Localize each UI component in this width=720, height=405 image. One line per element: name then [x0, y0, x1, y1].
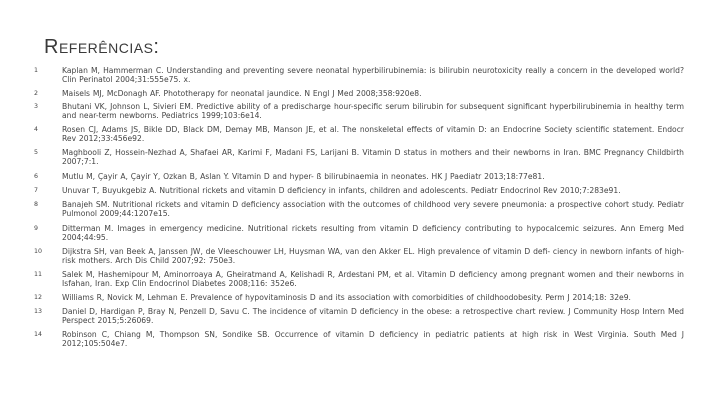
reference-number: 14: [34, 331, 43, 338]
reference-item: [34, 270, 684, 288]
reference-number: 10: [34, 248, 43, 255]
reference-number: 12: [34, 294, 43, 301]
reference-text: Robinson C, Chiang M, Thompson SN, Sondike SB. Occurrence of vitamin D deficiency in pediatric patients at high risk in West Virginia. South Med J 2012;105:504e7.: [62, 330, 684, 348]
reference-text: Mutlu M, Çayir A, Çayir Y, Ozkan B, Aslan Y. Vitamin D and hyper- ß bilirubinaemia in neonates. HK J Paediatr 2013;18:77e81.: [62, 172, 545, 181]
reference-text: Daniel D, Hardigan P, Bray N, Penzell D, Savu C. The incidence of vitamin D deficiency in the obese: a retrospective chart review. J Community Hosp Intern Med Perspect 2015;5:26069.: [62, 307, 684, 325]
reference-text: Williams R, Novick M, Lehman E. Prevalence of hypovitaminosis D and its association with comorbidities of childhoodobesity. Perm J 2014;18: 32e9.: [62, 293, 631, 302]
reference-item: [34, 186, 684, 195]
reference-number: 13: [34, 308, 43, 315]
reference-number: 9: [34, 225, 39, 232]
reference-text: Maghbooli Z, Hossein-Nezhad A, Shafaei AR, Karimi F, Madani FS, Larijani B. Vitamin D status in mothers and their newborns in Iran. BMC Pregnancy Childbirth 2007;7:1.: [62, 148, 684, 166]
reference-item: [34, 66, 684, 84]
reference-text: Maisels MJ, McDonagh AF. Phototherapy for neonatal jaundice. N Engl J Med 2008;358:920e8.: [62, 89, 422, 98]
reference-text: Unuvar T, Buyukgebiz A. Nutritional rickets and vitamin D deficiency in infants, children and adolescents. Pediatr Endocrinol Rev 2010;7:283e91.: [62, 186, 621, 195]
reference-text: Kaplan M, Hammerman C. Understanding and preventing severe neonatal hyperbilirubinemia: is bilirubin neurotoxicity really a concern in the developed world? Clin Perinatol 2004;31:555e75. x.: [62, 66, 684, 84]
reference-number: 1: [34, 67, 39, 74]
reference-item: [34, 89, 684, 98]
reference-item: [34, 102, 684, 120]
reference-number: 4: [34, 126, 39, 133]
reference-item: [34, 148, 684, 166]
reference-item: [34, 125, 684, 143]
reference-item: [34, 200, 684, 218]
reference-item: [34, 247, 684, 265]
reference-number: 5: [34, 149, 39, 156]
reference-text: Dijkstra SH, van Beek A, Janssen JW, de Vleeschouwer LH, Huysman WA, van den Akker EL. High prevalence of vitamin D defi- ciency in newborn infants of high-risk mothers. Arch Dis Child 2007;92: 750e3.: [62, 247, 684, 265]
reference-item: [34, 172, 684, 181]
page-title: Referências:: [44, 36, 160, 58]
reference-text: Ditterman M. Images in emergency medicine. Nutritional rickets resulting from vitamin D deficiency contributing to hypocalcemic seizures. Ann Emerg Med 2004;44:95.: [62, 224, 684, 242]
reference-number: 7: [34, 187, 39, 194]
reference-text: Salek M, Hashemipour M, Aminorroaya A, Gheiratmand A, Kelishadi R, Ardestani PM, et al. Vitamin D deficiency among pregnant women and their newborns in Isfahan, Iran. Exp Clin Endocrinol Diabetes 2008;116: 352e6.: [62, 270, 684, 288]
reference-text: Rosen CJ, Adams JS, Bikle DD, Black DM, Demay MB, Manson JE, et al. The nonskeletal effects of vitamin D: an Endocrine Society scientific statement. Endocr Rev 2012;33:456e92.: [62, 125, 684, 143]
reference-number: 8: [34, 201, 39, 208]
reference-text: Bhutani VK, Johnson L, Sivieri EM. Predictive ability of a predischarge hour-specific serum bilirubin for subsequent significant hyperbilirubinemia in healthy term and near-term newborns. Pediatrics 1999;103:6e14.: [62, 102, 684, 120]
reference-number: 2: [34, 90, 39, 97]
reference-number: 6: [34, 173, 39, 180]
reference-item: [34, 330, 684, 348]
reference-text: Banajeh SM. Nutritional rickets and vitamin D deficiency association with the outcomes of childhood very severe pneumonia: a prospective cohort study. Pediatr Pulmonol 2009;44:1207e15.: [62, 200, 684, 218]
reference-number: 11: [34, 271, 43, 278]
reference-item: [34, 224, 684, 242]
reference-item: [34, 307, 684, 325]
reference-item: [34, 293, 684, 302]
reference-list: [34, 66, 684, 353]
reference-number: 3: [34, 103, 39, 110]
